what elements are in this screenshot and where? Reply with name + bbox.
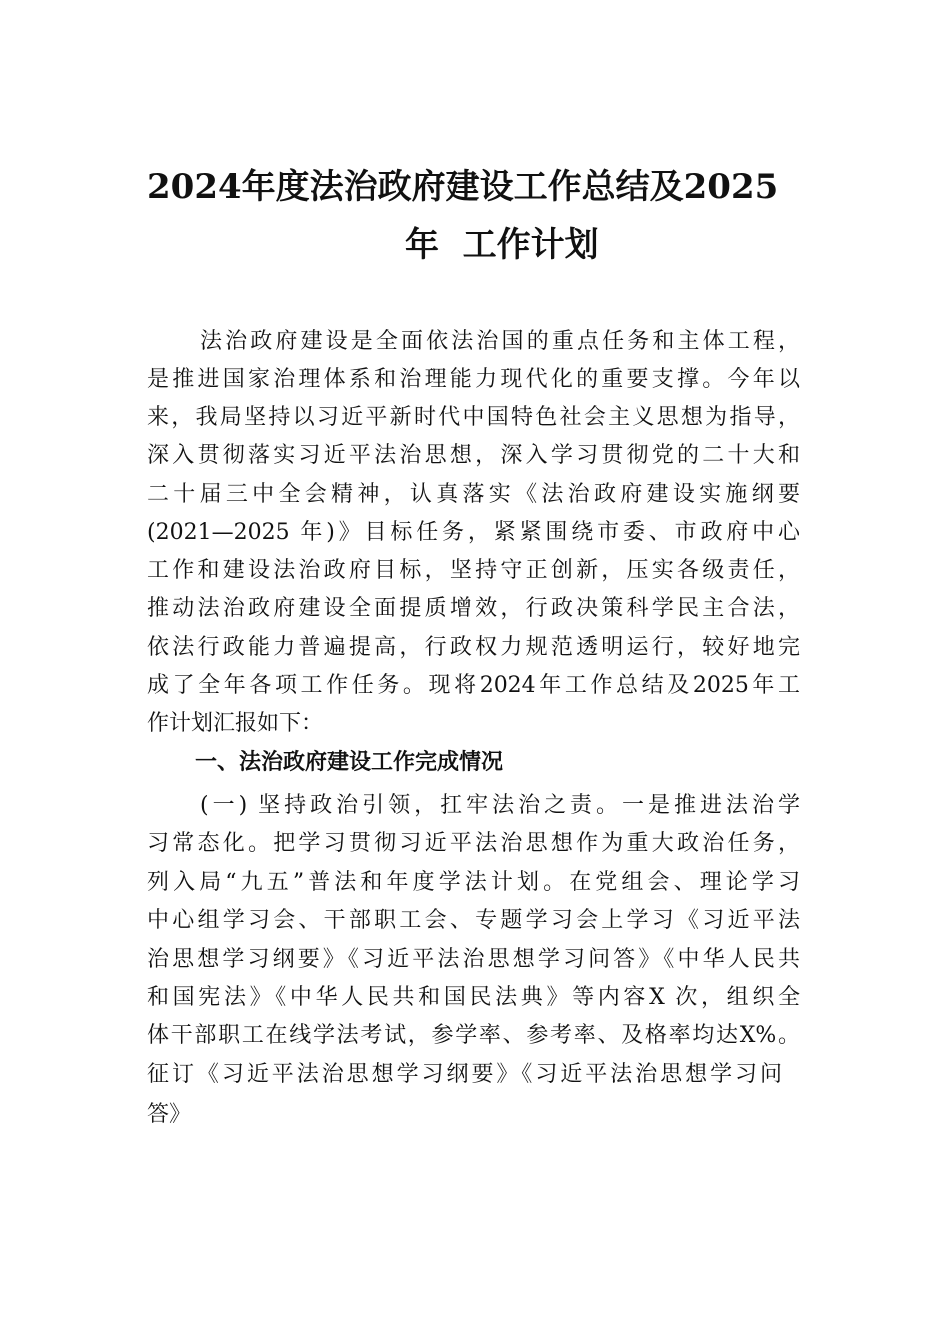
- paragraph-line: 依法行政能力普遍提高，行政权力规范透明运行，较好地完: [147, 635, 800, 660]
- paragraph-line: 成了全年各项工作任务。现将2024年工作总结及2025年工: [147, 673, 800, 698]
- document-title-line-2: 年 工作计划: [405, 225, 599, 265]
- paragraph-line: (2021—2025 年)》目标任务，紧紧围绕市委、市政府中心: [147, 520, 800, 545]
- paragraph-line: 习常态化。把学习贯彻习近平法治思想作为重大政治任务，: [147, 831, 800, 856]
- section-heading: 一、法治政府建设工作完成情况: [195, 750, 504, 775]
- paragraph-line: 是推进国家治理体系和治理能力现代化的重要支撑。今年以: [147, 367, 800, 392]
- paragraph-line: 深入贯彻落实习近平法治思想，深入学习贯彻党的二十大和: [147, 443, 800, 468]
- paragraph-line: 列入局“九五”普法和年度学法计划。在党组会、理论学习: [147, 870, 800, 895]
- paragraph-line: 体干部职工在线学法考试，参学率、参考率、及格率均达X%。: [147, 1023, 800, 1048]
- paragraph-line: 来，我局坚持以习近平新时代中国特色社会主义思想为指导，: [147, 405, 800, 430]
- paragraph-line: 作计划汇报如下：: [147, 711, 324, 736]
- paragraph-line: 和国宪法》《中华人民共和国民法典》等内容X 次，组织全: [147, 985, 800, 1010]
- paragraph-line: 中心组学习会、干部职工会、专题学习会上学习《习近平法: [147, 908, 800, 933]
- paragraph-line: 二十届三中全会精神，认真落实《法治政府建设实施纲要: [147, 482, 800, 507]
- paragraph-line: 工作和建设法治政府目标，坚持守正创新，压实各级责任，: [147, 558, 800, 583]
- paragraph-line: 征订《习近平法治思想学习纲要》《习近平法治思想学习问: [147, 1062, 782, 1087]
- document-title-line-1: 2024年度法治政府建设工作总结及2025: [147, 167, 779, 207]
- paragraph-line: 答》: [147, 1102, 192, 1127]
- paragraph-line: (一) 坚持政治引领，扛牢法治之责。一是推进法治学: [200, 793, 800, 818]
- paragraph-line: 推动法治政府建设全面提质增效，行政决策科学民主合法，: [147, 596, 800, 621]
- paragraph-line: 法治政府建设是全面依法治国的重点任务和主体工程，: [200, 329, 800, 354]
- paragraph-line: 治思想学习纲要》《习近平法治思想学习问答》《中华人民共: [147, 947, 800, 972]
